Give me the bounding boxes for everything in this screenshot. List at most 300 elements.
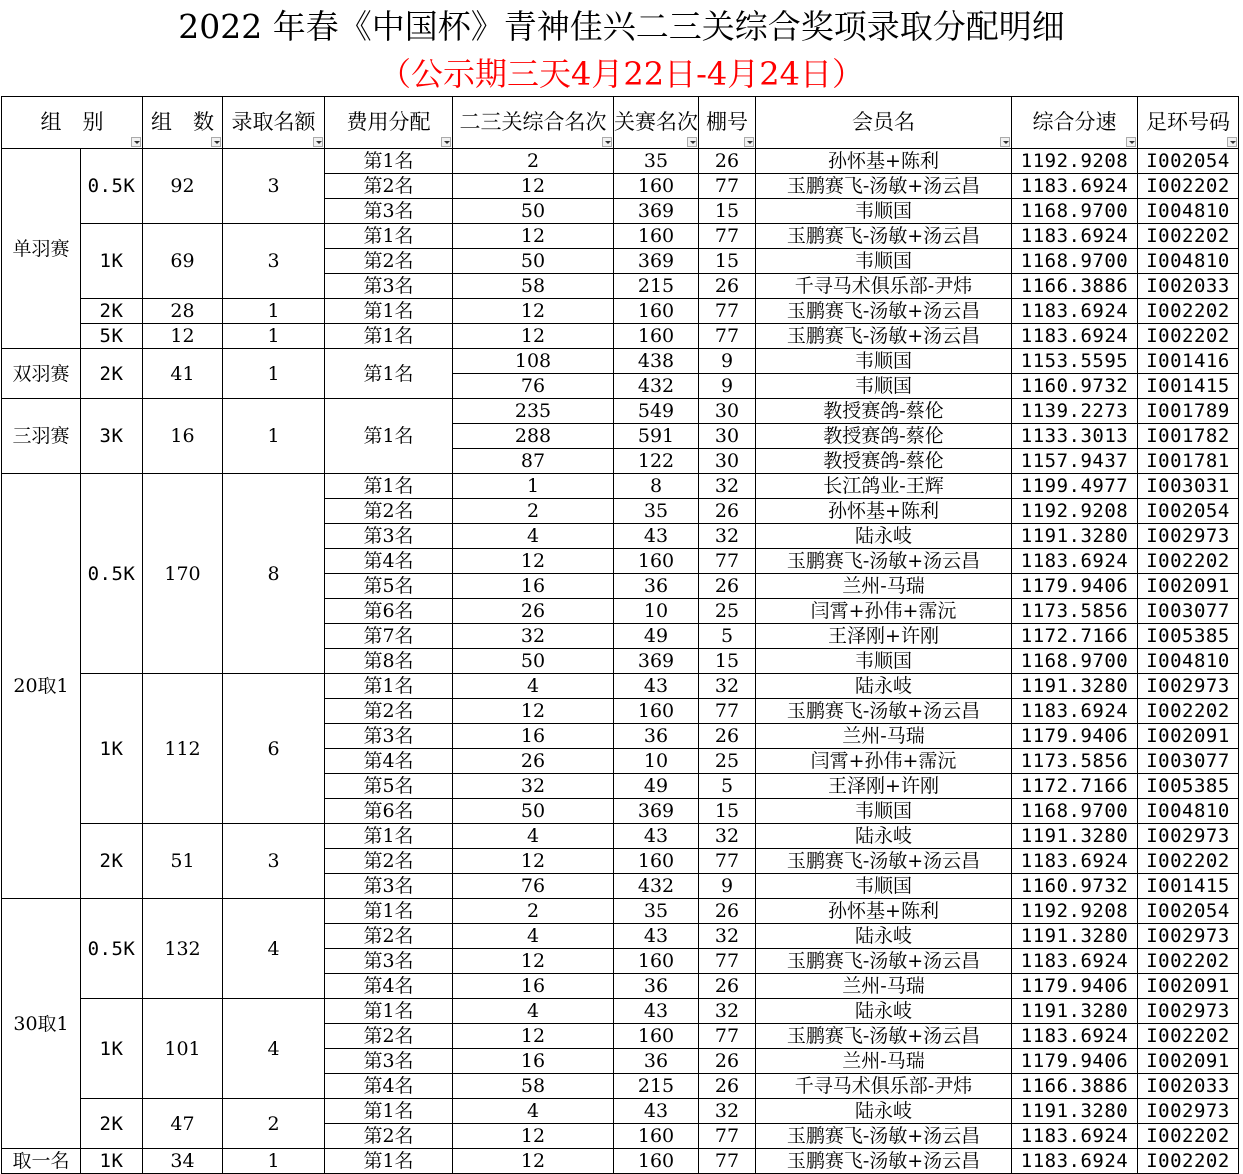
combined-rank-cell[interactable]: 12	[453, 1024, 614, 1049]
member-cell[interactable]: 教授赛鸽-蔡伦	[756, 449, 1012, 474]
speed-cell[interactable]: 1191.3280	[1012, 524, 1138, 549]
ring-cell[interactable]: I001415	[1138, 374, 1239, 399]
race-rank-cell[interactable]: 160	[614, 1024, 699, 1049]
member-cell[interactable]: 韦顺国	[756, 649, 1012, 674]
fee-cell[interactable]: 第2名	[325, 924, 453, 949]
filter-dropdown-icon[interactable]	[211, 137, 221, 147]
speed-cell[interactable]: 1168.9700	[1012, 799, 1138, 824]
speed-cell[interactable]: 1191.3280	[1012, 1099, 1138, 1124]
race-rank-cell[interactable]: 36	[614, 724, 699, 749]
quota-cell[interactable]: 3	[223, 224, 325, 299]
quota-cell[interactable]: 6	[223, 674, 325, 824]
level-cell[interactable]: 1K	[81, 674, 143, 824]
fee-cell[interactable]: 第4名	[325, 1074, 453, 1099]
member-cell[interactable]: 孙怀基+陈利	[756, 899, 1012, 924]
speed-cell[interactable]: 1172.7166	[1012, 624, 1138, 649]
filter-dropdown-icon[interactable]	[131, 137, 141, 147]
fee-cell[interactable]: 第1名	[325, 349, 453, 399]
race-rank-cell[interactable]: 35	[614, 149, 699, 174]
level-cell[interactable]: 0.5K	[81, 474, 143, 674]
count-cell[interactable]: 28	[143, 299, 223, 324]
filter-dropdown-icon[interactable]	[744, 137, 754, 147]
level-cell[interactable]: 1K	[81, 224, 143, 299]
member-cell[interactable]: 韦顺国	[756, 374, 1012, 399]
member-cell[interactable]: 玉鹏赛飞-汤敏+汤云昌	[756, 699, 1012, 724]
combined-rank-cell[interactable]: 58	[453, 274, 614, 299]
fee-cell[interactable]: 第2名	[325, 1024, 453, 1049]
loft-cell[interactable]: 32	[699, 524, 756, 549]
race-rank-cell[interactable]: 160	[614, 1124, 699, 1149]
fee-cell[interactable]: 第1名	[325, 824, 453, 849]
fee-cell[interactable]: 第5名	[325, 574, 453, 599]
loft-cell[interactable]: 26	[699, 1074, 756, 1099]
fee-cell[interactable]: 第7名	[325, 624, 453, 649]
loft-cell[interactable]: 77	[699, 849, 756, 874]
loft-cell[interactable]: 77	[699, 949, 756, 974]
member-cell[interactable]: 陆永岐	[756, 524, 1012, 549]
fee-cell[interactable]: 第1名	[325, 674, 453, 699]
loft-cell[interactable]: 77	[699, 299, 756, 324]
combined-rank-cell[interactable]: 16	[453, 974, 614, 999]
header-fee[interactable]	[325, 97, 453, 149]
quota-cell[interactable]: 1	[223, 324, 325, 349]
header-ring[interactable]	[1138, 97, 1239, 149]
combined-rank-cell[interactable]: 16	[453, 574, 614, 599]
member-cell[interactable]: 韦顺国	[756, 874, 1012, 899]
member-cell[interactable]: 教授赛鸽-蔡伦	[756, 399, 1012, 424]
member-cell[interactable]: 陆永岐	[756, 824, 1012, 849]
combined-rank-cell[interactable]: 2	[453, 499, 614, 524]
fee-cell[interactable]: 第6名	[325, 599, 453, 624]
combined-rank-cell[interactable]: 76	[453, 374, 614, 399]
fee-cell[interactable]: 第1名	[325, 399, 453, 474]
loft-cell[interactable]: 15	[699, 199, 756, 224]
speed-cell[interactable]: 1157.9437	[1012, 449, 1138, 474]
speed-cell[interactable]: 1179.9406	[1012, 974, 1138, 999]
ring-cell[interactable]: I002091	[1138, 974, 1239, 999]
ring-cell[interactable]: I002033	[1138, 1074, 1239, 1099]
member-cell[interactable]: 韦顺国	[756, 799, 1012, 824]
combined-rank-cell[interactable]: 4	[453, 924, 614, 949]
combined-rank-cell[interactable]: 50	[453, 249, 614, 274]
combined-rank-cell[interactable]: 16	[453, 1049, 614, 1074]
ring-cell[interactable]: I002091	[1138, 724, 1239, 749]
member-cell[interactable]: 兰州-马瑞	[756, 574, 1012, 599]
member-cell[interactable]: 玉鹏赛飞-汤敏+汤云昌	[756, 299, 1012, 324]
speed-cell[interactable]: 1173.5856	[1012, 749, 1138, 774]
combined-rank-cell[interactable]: 4	[453, 1099, 614, 1124]
combined-rank-cell[interactable]: 1	[453, 474, 614, 499]
level-cell[interactable]: 2K	[81, 1099, 143, 1149]
loft-cell[interactable]: 32	[699, 924, 756, 949]
speed-cell[interactable]: 1191.3280	[1012, 824, 1138, 849]
member-cell[interactable]: 王泽刚+许刚	[756, 624, 1012, 649]
ring-cell[interactable]: I002202	[1138, 224, 1239, 249]
fee-cell[interactable]: 第2名	[325, 849, 453, 874]
loft-cell[interactable]: 77	[699, 1124, 756, 1149]
fee-cell[interactable]: 第3名	[325, 199, 453, 224]
combined-rank-cell[interactable]: 12	[453, 174, 614, 199]
member-cell[interactable]: 玉鹏赛飞-汤敏+汤云昌	[756, 849, 1012, 874]
loft-cell[interactable]: 25	[699, 749, 756, 774]
speed-cell[interactable]: 1173.5856	[1012, 599, 1138, 624]
loft-cell[interactable]: 30	[699, 449, 756, 474]
speed-cell[interactable]: 1168.9700	[1012, 199, 1138, 224]
speed-cell[interactable]: 1183.6924	[1012, 324, 1138, 349]
ring-cell[interactable]: I002202	[1138, 949, 1239, 974]
ring-cell[interactable]: I002054	[1138, 149, 1239, 174]
loft-cell[interactable]: 77	[699, 549, 756, 574]
combined-rank-cell[interactable]: 108	[453, 349, 614, 374]
speed-cell[interactable]: 1183.6924	[1012, 849, 1138, 874]
count-cell[interactable]: 12	[143, 324, 223, 349]
race-rank-cell[interactable]: 549	[614, 399, 699, 424]
loft-cell[interactable]: 26	[699, 574, 756, 599]
fee-cell[interactable]: 第4名	[325, 749, 453, 774]
member-cell[interactable]: 陆永岐	[756, 924, 1012, 949]
member-cell[interactable]: 千寻马术俱乐部-尹炜	[756, 274, 1012, 299]
race-rank-cell[interactable]: 36	[614, 574, 699, 599]
loft-cell[interactable]: 32	[699, 474, 756, 499]
loft-cell[interactable]: 77	[699, 699, 756, 724]
race-rank-cell[interactable]: 160	[614, 324, 699, 349]
member-cell[interactable]: 闫霄+孙伟+霈沅	[756, 599, 1012, 624]
count-cell[interactable]: 132	[143, 899, 223, 999]
member-cell[interactable]: 兰州-马瑞	[756, 974, 1012, 999]
ring-cell[interactable]: I002202	[1138, 1124, 1239, 1149]
loft-cell[interactable]: 26	[699, 899, 756, 924]
member-cell[interactable]: 玉鹏赛飞-汤敏+汤云昌	[756, 549, 1012, 574]
level-cell[interactable]: 1K	[81, 999, 143, 1099]
race-rank-cell[interactable]: 43	[614, 999, 699, 1024]
race-rank-cell[interactable]: 160	[614, 174, 699, 199]
member-cell[interactable]: 韦顺国	[756, 249, 1012, 274]
quota-cell[interactable]: 3	[223, 824, 325, 899]
fee-cell[interactable]: 第1名	[325, 474, 453, 499]
count-cell[interactable]: 112	[143, 674, 223, 824]
filter-dropdown-icon[interactable]	[313, 137, 323, 147]
loft-cell[interactable]: 26	[699, 499, 756, 524]
loft-cell[interactable]: 77	[699, 1149, 756, 1174]
race-rank-cell[interactable]: 10	[614, 749, 699, 774]
fee-cell[interactable]: 第4名	[325, 549, 453, 574]
fee-cell[interactable]: 第2名	[325, 499, 453, 524]
loft-cell[interactable]: 9	[699, 349, 756, 374]
combined-rank-cell[interactable]: 12	[453, 1124, 614, 1149]
combined-rank-cell[interactable]: 4	[453, 674, 614, 699]
ring-cell[interactable]: I002202	[1138, 299, 1239, 324]
member-cell[interactable]: 孙怀基+陈利	[756, 499, 1012, 524]
race-rank-cell[interactable]: 160	[614, 1149, 699, 1174]
loft-cell[interactable]: 15	[699, 249, 756, 274]
quota-cell[interactable]: 1	[223, 299, 325, 324]
race-rank-cell[interactable]: 36	[614, 974, 699, 999]
race-rank-cell[interactable]: 35	[614, 899, 699, 924]
header-race-rank[interactable]	[614, 97, 699, 149]
loft-cell[interactable]: 26	[699, 149, 756, 174]
loft-cell[interactable]: 5	[699, 624, 756, 649]
ring-cell[interactable]: I002202	[1138, 699, 1239, 724]
fee-cell[interactable]: 第2名	[325, 174, 453, 199]
race-rank-cell[interactable]: 160	[614, 699, 699, 724]
speed-cell[interactable]: 1166.3886	[1012, 274, 1138, 299]
fee-cell[interactable]: 第2名	[325, 699, 453, 724]
fee-cell[interactable]: 第1名	[325, 1099, 453, 1124]
combined-rank-cell[interactable]: 50	[453, 799, 614, 824]
combined-rank-cell[interactable]: 12	[453, 949, 614, 974]
race-rank-cell[interactable]: 591	[614, 424, 699, 449]
ring-cell[interactable]: I004810	[1138, 649, 1239, 674]
ring-cell[interactable]: I002973	[1138, 824, 1239, 849]
race-rank-cell[interactable]: 432	[614, 374, 699, 399]
speed-cell[interactable]: 1166.3886	[1012, 1074, 1138, 1099]
speed-cell[interactable]: 1183.6924	[1012, 699, 1138, 724]
race-rank-cell[interactable]: 160	[614, 549, 699, 574]
ring-cell[interactable]: I001416	[1138, 349, 1239, 374]
speed-cell[interactable]: 1160.9732	[1012, 374, 1138, 399]
combined-rank-cell[interactable]: 12	[453, 549, 614, 574]
ring-cell[interactable]: I002202	[1138, 1149, 1239, 1174]
loft-cell[interactable]: 5	[699, 774, 756, 799]
quota-cell[interactable]: 1	[223, 1149, 325, 1174]
count-cell[interactable]: 16	[143, 399, 223, 474]
combined-rank-cell[interactable]: 2	[453, 149, 614, 174]
level-cell[interactable]: 0.5K	[81, 149, 143, 224]
quota-cell[interactable]: 4	[223, 899, 325, 999]
race-rank-cell[interactable]: 432	[614, 874, 699, 899]
fee-cell[interactable]: 第3名	[325, 874, 453, 899]
race-rank-cell[interactable]: 369	[614, 649, 699, 674]
combined-rank-cell[interactable]: 26	[453, 599, 614, 624]
ring-cell[interactable]: I002202	[1138, 324, 1239, 349]
member-cell[interactable]: 孙怀基+陈利	[756, 149, 1012, 174]
member-cell[interactable]: 韦顺国	[756, 199, 1012, 224]
race-rank-cell[interactable]: 10	[614, 599, 699, 624]
filter-dropdown-icon[interactable]	[602, 137, 612, 147]
header-loft[interactable]	[699, 97, 756, 149]
fee-cell[interactable]: 第4名	[325, 974, 453, 999]
speed-cell[interactable]: 1191.3280	[1012, 924, 1138, 949]
speed-cell[interactable]: 1192.9208	[1012, 899, 1138, 924]
loft-cell[interactable]: 15	[699, 799, 756, 824]
ring-cell[interactable]: I002202	[1138, 1024, 1239, 1049]
combined-rank-cell[interactable]: 12	[453, 224, 614, 249]
member-cell[interactable]: 玉鹏赛飞-汤敏+汤云昌	[756, 1124, 1012, 1149]
ring-cell[interactable]: I003031	[1138, 474, 1239, 499]
combined-rank-cell[interactable]: 4	[453, 824, 614, 849]
fee-cell[interactable]: 第1名	[325, 149, 453, 174]
count-cell[interactable]: 170	[143, 474, 223, 674]
loft-cell[interactable]: 30	[699, 424, 756, 449]
count-cell[interactable]: 51	[143, 824, 223, 899]
loft-cell[interactable]: 77	[699, 1024, 756, 1049]
combined-rank-cell[interactable]: 2	[453, 899, 614, 924]
member-cell[interactable]: 长江鸽业-王辉	[756, 474, 1012, 499]
loft-cell[interactable]: 15	[699, 649, 756, 674]
member-cell[interactable]: 闫霄+孙伟+霈沅	[756, 749, 1012, 774]
group-name-cell[interactable]: 30取1	[2, 899, 81, 1149]
speed-cell[interactable]: 1192.9208	[1012, 149, 1138, 174]
speed-cell[interactable]: 1133.3013	[1012, 424, 1138, 449]
filter-dropdown-icon[interactable]	[1126, 137, 1136, 147]
loft-cell[interactable]: 26	[699, 274, 756, 299]
ring-cell[interactable]: I002973	[1138, 674, 1239, 699]
speed-cell[interactable]: 1168.9700	[1012, 649, 1138, 674]
member-cell[interactable]: 玉鹏赛飞-汤敏+汤云昌	[756, 224, 1012, 249]
ring-cell[interactable]: I002973	[1138, 999, 1239, 1024]
race-rank-cell[interactable]: 215	[614, 1074, 699, 1099]
fee-cell[interactable]: 第1名	[325, 299, 453, 324]
fee-cell[interactable]: 第3名	[325, 524, 453, 549]
race-rank-cell[interactable]: 160	[614, 299, 699, 324]
ring-cell[interactable]: I003077	[1138, 749, 1239, 774]
race-rank-cell[interactable]: 49	[614, 624, 699, 649]
combined-rank-cell[interactable]: 235	[453, 399, 614, 424]
ring-cell[interactable]: I001782	[1138, 424, 1239, 449]
speed-cell[interactable]: 1139.2273	[1012, 399, 1138, 424]
speed-cell[interactable]: 1160.9732	[1012, 874, 1138, 899]
combined-rank-cell[interactable]: 12	[453, 299, 614, 324]
fee-cell[interactable]: 第5名	[325, 774, 453, 799]
ring-cell[interactable]: I002091	[1138, 1049, 1239, 1074]
quota-cell[interactable]: 1	[223, 349, 325, 399]
speed-cell[interactable]: 1179.9406	[1012, 574, 1138, 599]
member-cell[interactable]: 玉鹏赛飞-汤敏+汤云昌	[756, 1149, 1012, 1174]
speed-cell[interactable]: 1183.6924	[1012, 1124, 1138, 1149]
loft-cell[interactable]: 32	[699, 674, 756, 699]
race-rank-cell[interactable]: 43	[614, 924, 699, 949]
race-rank-cell[interactable]: 369	[614, 249, 699, 274]
speed-cell[interactable]: 1183.6924	[1012, 174, 1138, 199]
ring-cell[interactable]: I002033	[1138, 274, 1239, 299]
fee-cell[interactable]: 第3名	[325, 949, 453, 974]
member-cell[interactable]: 陆永岐	[756, 999, 1012, 1024]
filter-dropdown-icon[interactable]	[687, 137, 697, 147]
combined-rank-cell[interactable]: 288	[453, 424, 614, 449]
fee-cell[interactable]: 第1名	[325, 999, 453, 1024]
fee-cell[interactable]: 第2名	[325, 1124, 453, 1149]
fee-cell[interactable]: 第6名	[325, 799, 453, 824]
member-cell[interactable]: 玉鹏赛飞-汤敏+汤云昌	[756, 1024, 1012, 1049]
ring-cell[interactable]: I001781	[1138, 449, 1239, 474]
speed-cell[interactable]: 1191.3280	[1012, 674, 1138, 699]
loft-cell[interactable]: 32	[699, 999, 756, 1024]
header-count[interactable]	[143, 97, 223, 149]
combined-rank-cell[interactable]: 12	[453, 699, 614, 724]
race-rank-cell[interactable]: 122	[614, 449, 699, 474]
ring-cell[interactable]: I002202	[1138, 174, 1239, 199]
combined-rank-cell[interactable]: 58	[453, 1074, 614, 1099]
ring-cell[interactable]: I002973	[1138, 924, 1239, 949]
race-rank-cell[interactable]: 36	[614, 1049, 699, 1074]
group-name-cell[interactable]: 20取1	[2, 474, 81, 899]
combined-rank-cell[interactable]: 87	[453, 449, 614, 474]
combined-rank-cell[interactable]: 12	[453, 324, 614, 349]
ring-cell[interactable]: I004810	[1138, 249, 1239, 274]
ring-cell[interactable]: I001789	[1138, 399, 1239, 424]
ring-cell[interactable]: I002091	[1138, 574, 1239, 599]
fee-cell[interactable]: 第3名	[325, 1049, 453, 1074]
member-cell[interactable]: 兰州-马瑞	[756, 724, 1012, 749]
combined-rank-cell[interactable]: 76	[453, 874, 614, 899]
group-name-cell[interactable]: 三羽赛	[2, 399, 81, 474]
combined-rank-cell[interactable]: 4	[453, 524, 614, 549]
ring-cell[interactable]: I004810	[1138, 799, 1239, 824]
loft-cell[interactable]: 77	[699, 174, 756, 199]
group-name-cell[interactable]: 单羽赛	[2, 149, 81, 349]
fee-cell[interactable]: 第1名	[325, 1149, 453, 1174]
loft-cell[interactable]: 26	[699, 974, 756, 999]
member-cell[interactable]: 教授赛鸽-蔡伦	[756, 424, 1012, 449]
race-rank-cell[interactable]: 369	[614, 199, 699, 224]
count-cell[interactable]: 101	[143, 999, 223, 1099]
member-cell[interactable]: 玉鹏赛飞-汤敏+汤云昌	[756, 174, 1012, 199]
member-cell[interactable]: 玉鹏赛飞-汤敏+汤云昌	[756, 324, 1012, 349]
speed-cell[interactable]: 1192.9208	[1012, 499, 1138, 524]
ring-cell[interactable]: I002202	[1138, 849, 1239, 874]
speed-cell[interactable]: 1183.6924	[1012, 299, 1138, 324]
filter-dropdown-icon[interactable]	[1227, 137, 1237, 147]
quota-cell[interactable]: 4	[223, 999, 325, 1099]
ring-cell[interactable]: I002973	[1138, 524, 1239, 549]
ring-cell[interactable]: I005385	[1138, 774, 1239, 799]
loft-cell[interactable]: 77	[699, 224, 756, 249]
combined-rank-cell[interactable]: 16	[453, 724, 614, 749]
level-cell[interactable]: 2K	[81, 824, 143, 899]
speed-cell[interactable]: 1183.6924	[1012, 1024, 1138, 1049]
level-cell[interactable]: 0.5K	[81, 899, 143, 999]
speed-cell[interactable]: 1172.7166	[1012, 774, 1138, 799]
speed-cell[interactable]: 1183.6924	[1012, 949, 1138, 974]
speed-cell[interactable]: 1153.5595	[1012, 349, 1138, 374]
member-cell[interactable]: 千寻马术俱乐部-尹炜	[756, 1074, 1012, 1099]
loft-cell[interactable]: 77	[699, 324, 756, 349]
count-cell[interactable]: 92	[143, 149, 223, 224]
loft-cell[interactable]: 30	[699, 399, 756, 424]
count-cell[interactable]: 41	[143, 349, 223, 399]
race-rank-cell[interactable]: 160	[614, 849, 699, 874]
fee-cell[interactable]: 第1名	[325, 324, 453, 349]
race-rank-cell[interactable]: 160	[614, 949, 699, 974]
speed-cell[interactable]: 1183.6924	[1012, 549, 1138, 574]
combined-rank-cell[interactable]: 26	[453, 749, 614, 774]
header-quota[interactable]	[223, 97, 325, 149]
ring-cell[interactable]: I004810	[1138, 199, 1239, 224]
speed-cell[interactable]: 1183.6924	[1012, 1149, 1138, 1174]
member-cell[interactable]: 兰州-马瑞	[756, 1049, 1012, 1074]
quota-cell[interactable]: 2	[223, 1099, 325, 1149]
speed-cell[interactable]: 1168.9700	[1012, 249, 1138, 274]
count-cell[interactable]: 69	[143, 224, 223, 299]
header-group[interactable]	[2, 97, 143, 149]
combined-rank-cell[interactable]: 50	[453, 649, 614, 674]
race-rank-cell[interactable]: 35	[614, 499, 699, 524]
count-cell[interactable]: 34	[143, 1149, 223, 1174]
race-rank-cell[interactable]: 43	[614, 824, 699, 849]
race-rank-cell[interactable]: 215	[614, 274, 699, 299]
member-cell[interactable]: 王泽刚+许刚	[756, 774, 1012, 799]
race-rank-cell[interactable]: 43	[614, 524, 699, 549]
level-cell[interactable]: 2K	[81, 349, 143, 399]
member-cell[interactable]: 玉鹏赛飞-汤敏+汤云昌	[756, 949, 1012, 974]
fee-cell[interactable]: 第8名	[325, 649, 453, 674]
ring-cell[interactable]: I002973	[1138, 1099, 1239, 1124]
race-rank-cell[interactable]: 43	[614, 674, 699, 699]
race-rank-cell[interactable]: 43	[614, 1099, 699, 1124]
speed-cell[interactable]: 1191.3280	[1012, 999, 1138, 1024]
combined-rank-cell[interactable]: 50	[453, 199, 614, 224]
member-cell[interactable]: 陆永岐	[756, 674, 1012, 699]
